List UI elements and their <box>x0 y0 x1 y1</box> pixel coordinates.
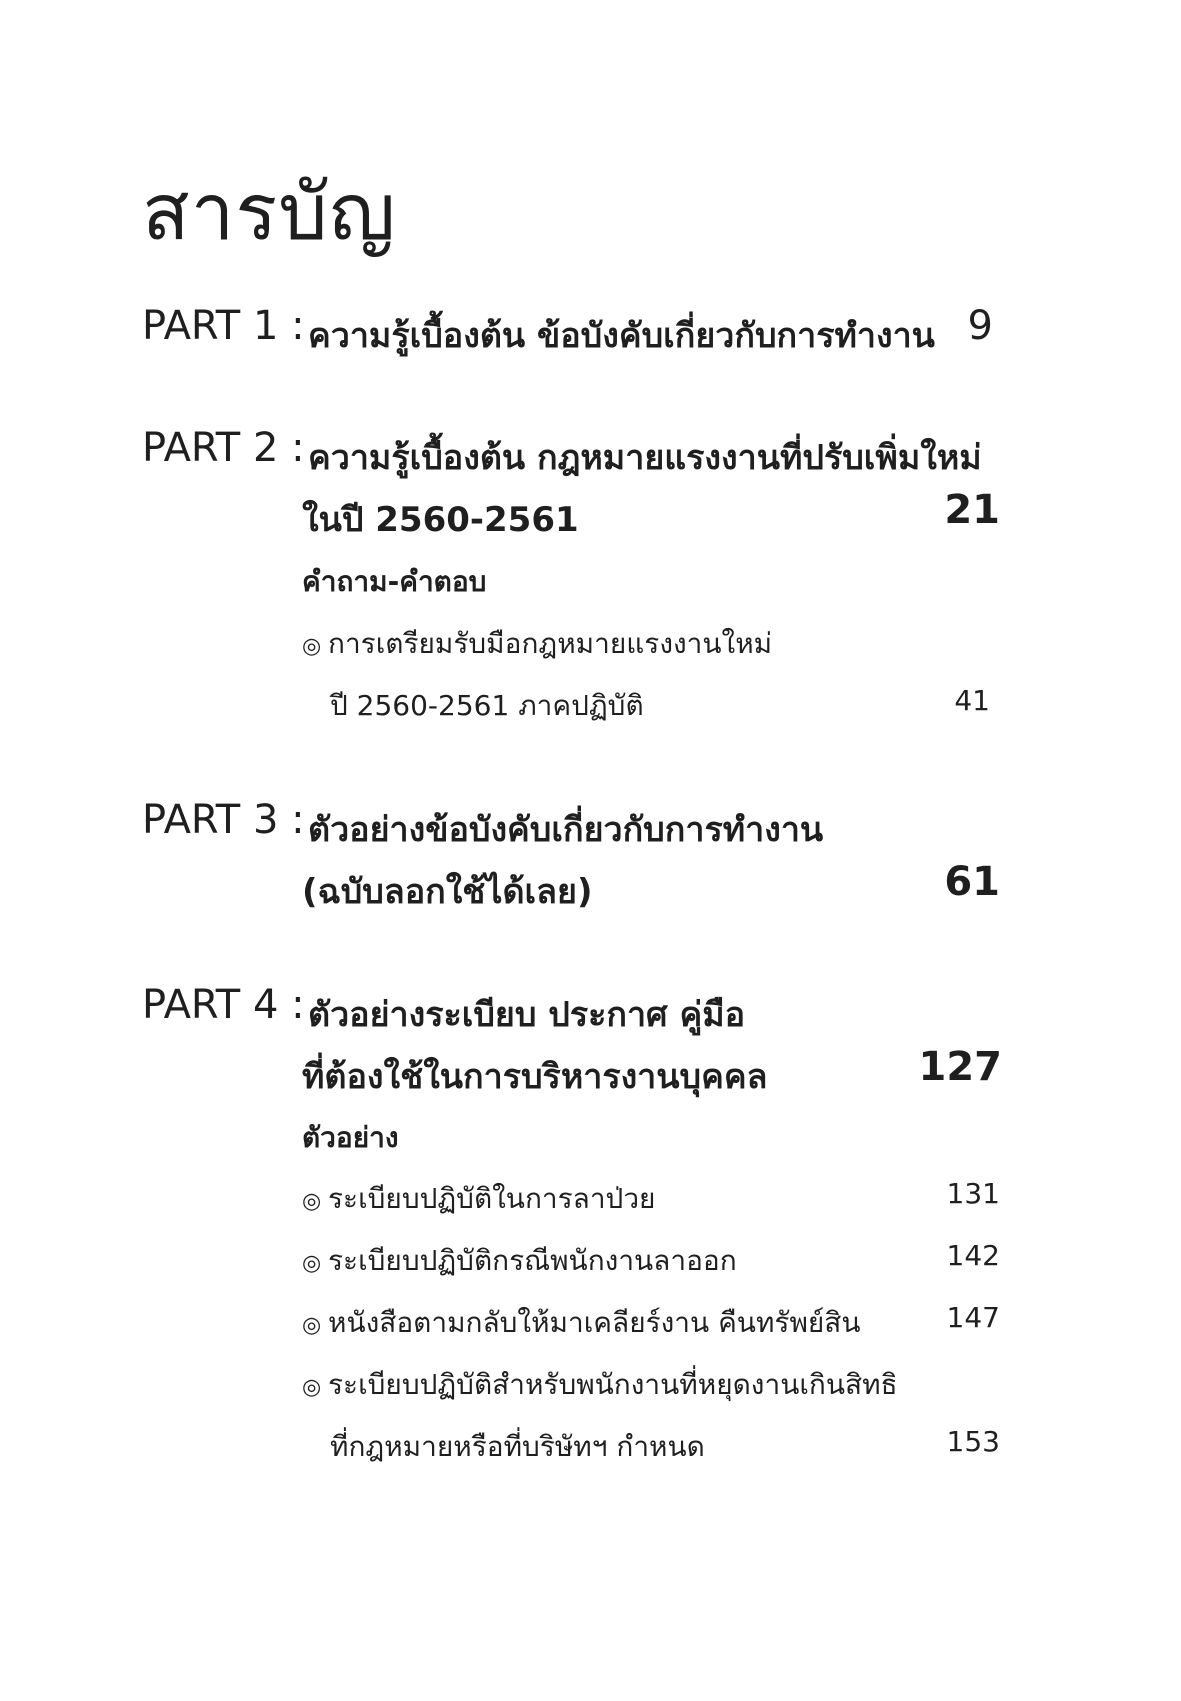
subsection-heading: คำถาม-คำตอบ <box>302 565 487 598</box>
item-page-number: 153 <box>946 1425 1000 1458</box>
bullet-icon: ◎ <box>302 634 322 659</box>
item-text: หนังสือตามกลับให้มาเคลียร์งาน คืนทรัพย์สิน <box>328 1306 861 1339</box>
part-title-line: (ฉบับลอกใช้ได้เลย) <box>302 872 593 912</box>
toc-item <box>302 1239 737 1283</box>
part-title-line: ตัวอย่างข้อบังคับเกี่ยวกับการทำงาน <box>308 810 824 850</box>
part-title-line: ความรู้เบื้องต้น กฎหมายแรงงานที่ปรับเพิ่มใหม่ <box>308 438 982 478</box>
item-page-number: 131 <box>946 1177 1000 1210</box>
toc-item <box>302 1301 861 1345</box>
item-page-number: 142 <box>946 1239 1000 1272</box>
part-title-line: ในปี 2560-2561 <box>302 500 579 540</box>
part-page-number: 21 <box>944 487 1000 533</box>
part-label: PART 2 : <box>142 425 305 471</box>
bullet-icon: ◎ <box>302 1313 322 1338</box>
item-page-number: 41 <box>954 684 990 717</box>
page-title: สารบัญ <box>142 168 397 258</box>
item-text: ระเบียบปฏิบัติสำหรับพนักงานที่หยุดงานเกินสิทธิ <box>328 1368 898 1401</box>
part-page-number: 61 <box>944 859 1000 905</box>
item-text: ระเบียบปฏิบัติกรณีพนักงานลาออก <box>328 1244 737 1277</box>
part-label: PART 3 : <box>142 797 305 843</box>
item-text: การเตรียมรับมือกฎหมายแรงงานใหม่ <box>328 627 773 660</box>
bullet-icon: ◎ <box>302 1189 322 1214</box>
part-page-number: 9 <box>967 303 993 349</box>
toc-item <box>302 622 772 666</box>
part-label: PART 4 : <box>142 982 305 1028</box>
part-label: PART 1 : <box>142 303 305 349</box>
item-text-continued: ปี 2560-2561 ภาคปฏิบัติ <box>330 689 644 722</box>
part-page-number: 127 <box>918 1044 1002 1090</box>
part-title-line: ความรู้เบื้องต้น ข้อบังคับเกี่ยวกับการทำงาน <box>308 316 935 356</box>
bullet-icon: ◎ <box>302 1375 322 1400</box>
bullet-icon: ◎ <box>302 1251 322 1276</box>
item-page-number: 147 <box>946 1301 1000 1334</box>
part-title-line: ตัวอย่างระเบียบ ประกาศ คู่มือ <box>308 995 746 1035</box>
subsection-heading: ตัวอย่าง <box>302 1121 399 1154</box>
item-text-continued: ที่กฎหมายหรือที่บริษัทฯ กำหนด <box>330 1430 705 1463</box>
item-text: ระเบียบปฏิบัติในการลาป่วย <box>328 1182 656 1215</box>
toc-item <box>302 1177 655 1221</box>
toc-item <box>302 1363 898 1407</box>
part-title-line: ที่ต้องใช้ในการบริหารงานบุคคล <box>302 1057 768 1097</box>
